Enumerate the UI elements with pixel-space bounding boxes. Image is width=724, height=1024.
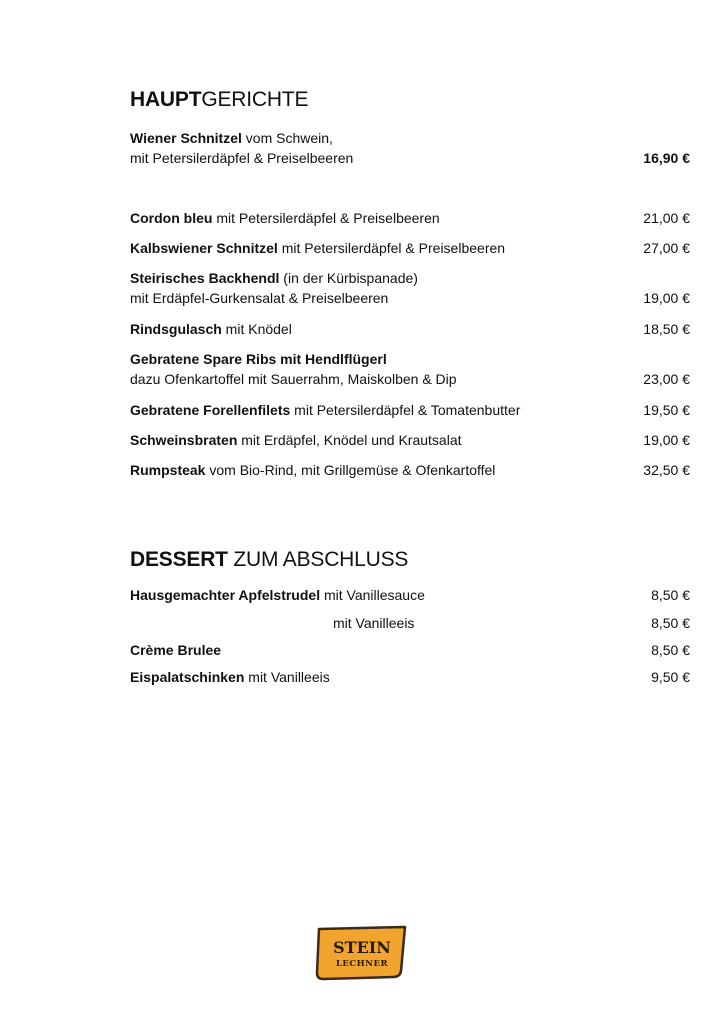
item-name: Wiener Schnitzel bbox=[130, 130, 242, 146]
item-price: 8,50 € bbox=[651, 587, 690, 603]
item-name: Cordon bleu bbox=[130, 210, 213, 226]
item-desc-line2: mit Erdäpfel-Gurkensalat & Preiselbeeren bbox=[130, 290, 389, 306]
item-name: Gebratene Spare Ribs mit Hendlflügerl bbox=[130, 351, 387, 367]
item-name: Steirisches Backhendl bbox=[130, 270, 280, 286]
item-desc: mit Petersilerdäpfel & Preiselbeeren bbox=[277, 240, 506, 256]
menu-item bbox=[130, 430, 690, 450]
menu-item bbox=[130, 400, 690, 420]
item-name: Eispalatschinken bbox=[130, 669, 245, 685]
item-name: Schweinsbraten bbox=[130, 432, 238, 448]
item-desc: mit Vanillesauce bbox=[320, 587, 425, 603]
menu-item bbox=[130, 319, 690, 339]
item-name: Kalbswiener Schnitzel bbox=[130, 240, 278, 256]
section-title-main bbox=[130, 88, 308, 112]
item-desc-line2: mit Petersilerdäpfel & Preiselbeeren bbox=[130, 150, 354, 166]
item-desc-line2: dazu Ofenkartoffel mit Sauerrahm, Maiskolben & Dip bbox=[130, 371, 457, 387]
menu-item bbox=[130, 208, 690, 228]
section-title-main-rest: GERICHTE bbox=[201, 88, 309, 111]
item-price: 19,50 € bbox=[643, 402, 690, 418]
item-price: 9,50 € bbox=[651, 669, 690, 685]
item-desc: vom Bio-Rind, mit Grillgemüse & Ofenkartoffel bbox=[205, 462, 496, 478]
menu-item bbox=[130, 349, 690, 389]
item-price: 27,00 € bbox=[643, 240, 690, 256]
menu-item bbox=[130, 128, 690, 168]
logo-text-lechner: LECHNER bbox=[335, 959, 389, 969]
item-desc: mit Vanilleeis bbox=[333, 615, 415, 631]
item-price: 23,00 € bbox=[643, 371, 690, 387]
item-price: 8,50 € bbox=[651, 615, 690, 631]
section-title-main-bold: HAUPT bbox=[130, 88, 202, 111]
item-name: Rindsgulasch bbox=[130, 321, 222, 337]
item-desc: mit Petersilerdäpfel & Tomatenbutter bbox=[290, 402, 521, 418]
item-desc: mit Petersilerdäpfel & Preiselbeeren bbox=[212, 210, 440, 226]
menu-item bbox=[130, 613, 690, 633]
item-name: Crème Brulee bbox=[130, 642, 222, 658]
section-title-dessert bbox=[130, 548, 408, 572]
menu-item bbox=[130, 667, 690, 687]
item-desc: mit Knödel bbox=[221, 321, 292, 337]
item-price: 32,50 € bbox=[643, 462, 690, 478]
item-name: Gebratene Forellenfilets bbox=[130, 402, 291, 418]
item-name: Hausgemachter Apfelstrudel bbox=[130, 587, 321, 603]
item-name: Rumpsteak bbox=[130, 462, 206, 478]
logo-text-stein: STEIN bbox=[333, 938, 391, 957]
item-desc: mit Vanilleeis bbox=[244, 669, 330, 685]
item-price: 21,00 € bbox=[643, 210, 690, 226]
item-desc: vom Schwein, bbox=[241, 130, 333, 146]
section-title-dessert-rest: ZUM ABSCHLUSS bbox=[227, 548, 409, 571]
item-price: 18,50 € bbox=[643, 321, 690, 337]
menu-item bbox=[130, 460, 690, 480]
menu-item bbox=[130, 268, 690, 308]
menu-item bbox=[130, 238, 690, 258]
item-price: 19,00 € bbox=[643, 432, 690, 448]
item-desc: mit Erdäpfel, Knödel und Krautsalat bbox=[237, 432, 462, 448]
steinlechner-logo bbox=[313, 925, 409, 981]
item-price: 16,90 € bbox=[643, 150, 690, 166]
menu-item bbox=[130, 640, 690, 660]
menu-item bbox=[130, 585, 690, 605]
item-price: 8,50 € bbox=[651, 642, 690, 658]
section-title-dessert-bold: DESSERT bbox=[130, 548, 228, 571]
item-price: 19,00 € bbox=[643, 290, 690, 306]
item-desc: (in der Kürbispanade) bbox=[279, 270, 418, 286]
